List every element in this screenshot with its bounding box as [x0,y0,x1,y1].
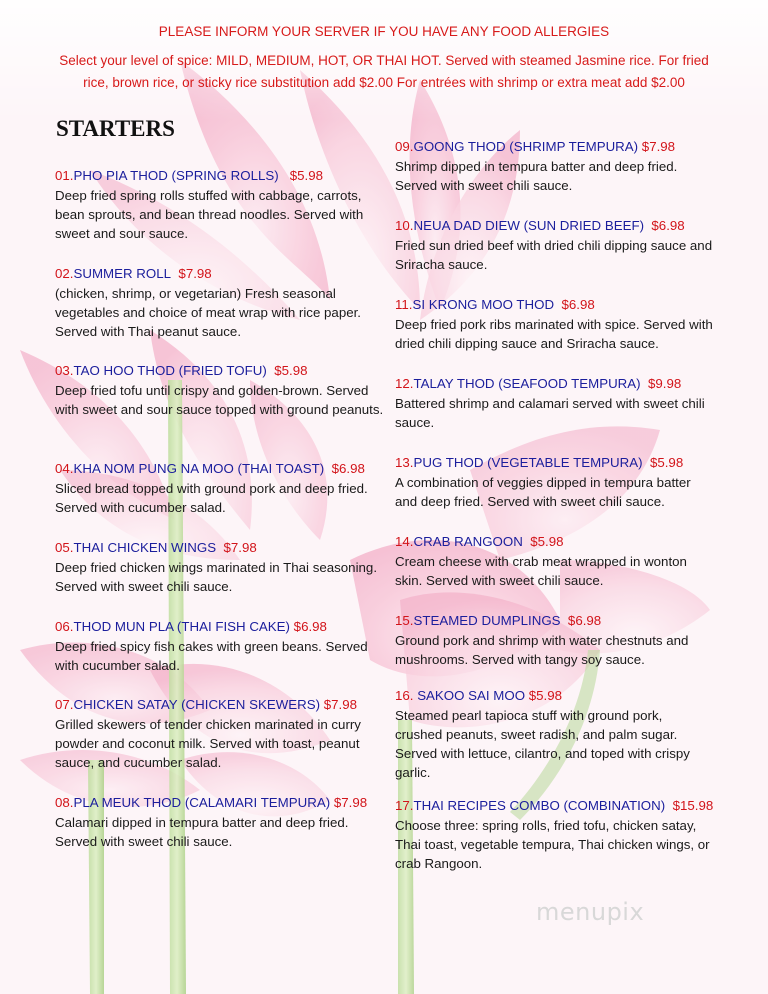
item-description: Deep fried tofu until crispy and golden-brown. Served with sweet and sour sauce topped with ground peanuts. [55,383,384,417]
item-title [395,138,713,156]
item-name: NEUA DAD DIEW (SUN DRIED BEEF) [413,218,645,233]
item-number: 12. [395,376,414,391]
item-number: 13. [395,455,414,470]
item-name: TAO HOO THOD (FRIED TOFU) [73,363,267,378]
menu-item [395,375,713,432]
item-number: 03. [55,363,74,378]
item-name: THOD MUN PLA (THAI FISH CAKE) [73,619,290,634]
menupix-watermark: menupix [536,898,645,926]
item-title [395,533,713,551]
item-name: PHO PIA THOD (SPRING ROLLS) [73,168,279,183]
item-title [395,687,713,705]
item-number: 08. [55,795,74,810]
item-name: SAKOO SAI MOO [417,688,526,703]
item-number: 04. [55,461,74,476]
item-number: 05. [55,540,74,555]
menu-item [55,362,385,419]
item-price: $7.98 [178,266,212,281]
item-name: PUG THOD (VEGETABLE TEMPURA) [413,455,643,470]
allergy-notice: PLEASE INFORM YOUR SERVER IF YOU HAVE ANY FOOD ALLERGIES [158,24,610,39]
menu-item [395,612,713,669]
item-title [395,375,713,393]
item-description: Shrimp dipped in tempura batter and deep fried. Served with sweet chili sauce. [395,159,678,193]
item-price: $6.98 [331,461,365,476]
item-number: 09. [395,139,414,154]
item-price: $15.98 [672,798,714,813]
item-number: 11. [395,297,413,312]
menu-item [395,533,713,590]
item-price: $7.98 [333,795,368,810]
item-title [55,539,385,557]
item-price: $5.98 [289,168,324,183]
menu-item [55,167,385,243]
menu-item [395,797,713,873]
item-description: (chicken, shrimp, or vegetarian) Fresh seasonal vegetables and choice of meat wrap with rice paper. Served with Thai peanut sauce. [55,286,362,339]
spice-notice-line-2: rice, brown rice, or sticky rice substitution add $2.00 For entrées with shrimp or extra meat add $2.00 [83,75,685,90]
item-number: 10. [395,218,414,233]
item-description: Steamed pearl tapioca stuff with ground pork, crushed peanuts, sweet radish, and palm sugar. Served with lettuce, cilantro, and toped with crispy garlic. [395,708,690,780]
item-title [55,618,385,636]
menu-item [55,794,385,851]
item-title [395,612,713,630]
menu-item [55,618,385,675]
item-description: Battered shrimp and calamari served with sweet chili sauce. [395,396,705,430]
item-price: $5.98 [528,688,563,703]
item-price: $5.98 [649,455,684,470]
item-title [395,296,713,314]
menu-item [395,217,713,274]
menu-item [55,539,385,596]
item-description: Deep fried pork ribs marinated with spice. Served with dried chili dipping sauce and Sriracha sauce. [395,317,713,351]
item-number: 17. [395,798,414,813]
item-price: $6.98 [293,619,327,634]
item-description: Deep fried chicken wings marinated in Thai seasoning. Served with sweet chili sauce. [55,560,378,594]
item-number: 02. [55,266,74,281]
menu-item [55,696,385,772]
item-name: PLA MEUK THOD (CALAMARI TEMPURA) [73,795,331,810]
menu-item [395,454,713,511]
item-description: Fried sun dried beef with dried chili dipping sauce and Sriracha sauce. [395,238,713,272]
item-description: Grilled skewers of tender chicken marinated in curry powder and coconut milk. Served with toast, peanut sauce, and cucumber salad. [55,717,361,770]
item-title [55,794,385,812]
item-description: Deep fried spring rolls stuffed with cabbage, carrots, bean sprouts, and bean thread noodles. Served with sweet and sour sauce. [55,188,364,241]
item-description: Ground pork and shrimp with water chestnuts and mushrooms. Served with tangy soy sauce. [395,633,689,667]
item-name: CHICKEN SATAY (CHICKEN SKEWERS) [73,697,321,712]
item-number: 06. [55,619,74,634]
item-name: SUMMER ROLL [73,266,172,281]
item-price: $7.98 [641,139,676,154]
item-title [395,217,713,235]
menu-item [395,687,713,782]
item-number: 07. [55,697,74,712]
item-price: $5.98 [274,363,308,378]
item-title [55,362,385,380]
item-title [55,696,385,714]
item-price: $7.98 [323,697,358,712]
item-name: THAI RECIPES COMBO (COMBINATION) [413,798,666,813]
item-title [55,167,385,185]
item-name: CRAB RANGOON [413,534,523,549]
item-description: Deep fried spicy fish cakes with green beans. Served with cucumber salad. [55,639,368,673]
item-description: Cream cheese with crab meat wrapped in wonton skin. Served with sweet chili sauce. [395,554,687,588]
item-price: $6.98 [561,297,595,312]
item-description: Choose three: spring rolls, fried tofu, chicken satay, Thai toast, vegetable tempura, Thai chicken wings, or crab Rangoon. [395,818,710,871]
item-price: $6.98 [651,218,685,233]
item-description: A combination of veggies dipped in tempura batter and deep fried. Served with sweet chili sauce. [395,475,691,509]
item-price: $5.98 [530,534,564,549]
item-number: 16. [395,688,418,703]
item-number: 01. [55,168,74,183]
item-price: $6.98 [567,613,602,628]
item-name: GOONG THOD (SHRIMP TEMPURA) [413,139,639,154]
menu-item [55,460,385,517]
item-description: Sliced bread topped with ground pork and deep fried. Served with cucumber salad. [55,481,368,515]
menu-item [395,138,713,195]
section-heading: STARTERS [56,116,175,141]
item-title [55,460,385,478]
item-title [55,265,385,283]
item-name: TALAY THOD (SEAFOOD TEMPURA) [413,376,641,391]
item-name: STEAMED DUMPLINGS [413,613,561,628]
item-number: 14. [395,534,414,549]
item-name: KHA NOM PUNG NA MOO (THAI TOAST) [73,461,325,476]
item-name: SI KRONG MOO THOD [412,297,555,312]
item-number: 15. [395,613,414,628]
menu-item [55,265,385,341]
menu-item [395,296,713,353]
item-title [395,454,713,472]
item-price: $9.98 [647,376,682,391]
spice-notice-line-1: Select your level of spice: MILD, MEDIUM, HOT, OR THAI HOT. Served with steamed Jasmine rice. For fried [59,53,709,68]
item-price: $7.98 [223,540,257,555]
item-title [395,797,713,815]
item-description: Calamari dipped in tempura batter and deep fried. Served with sweet chili sauce. [55,815,349,849]
item-name: THAI CHICKEN WINGS [73,540,217,555]
